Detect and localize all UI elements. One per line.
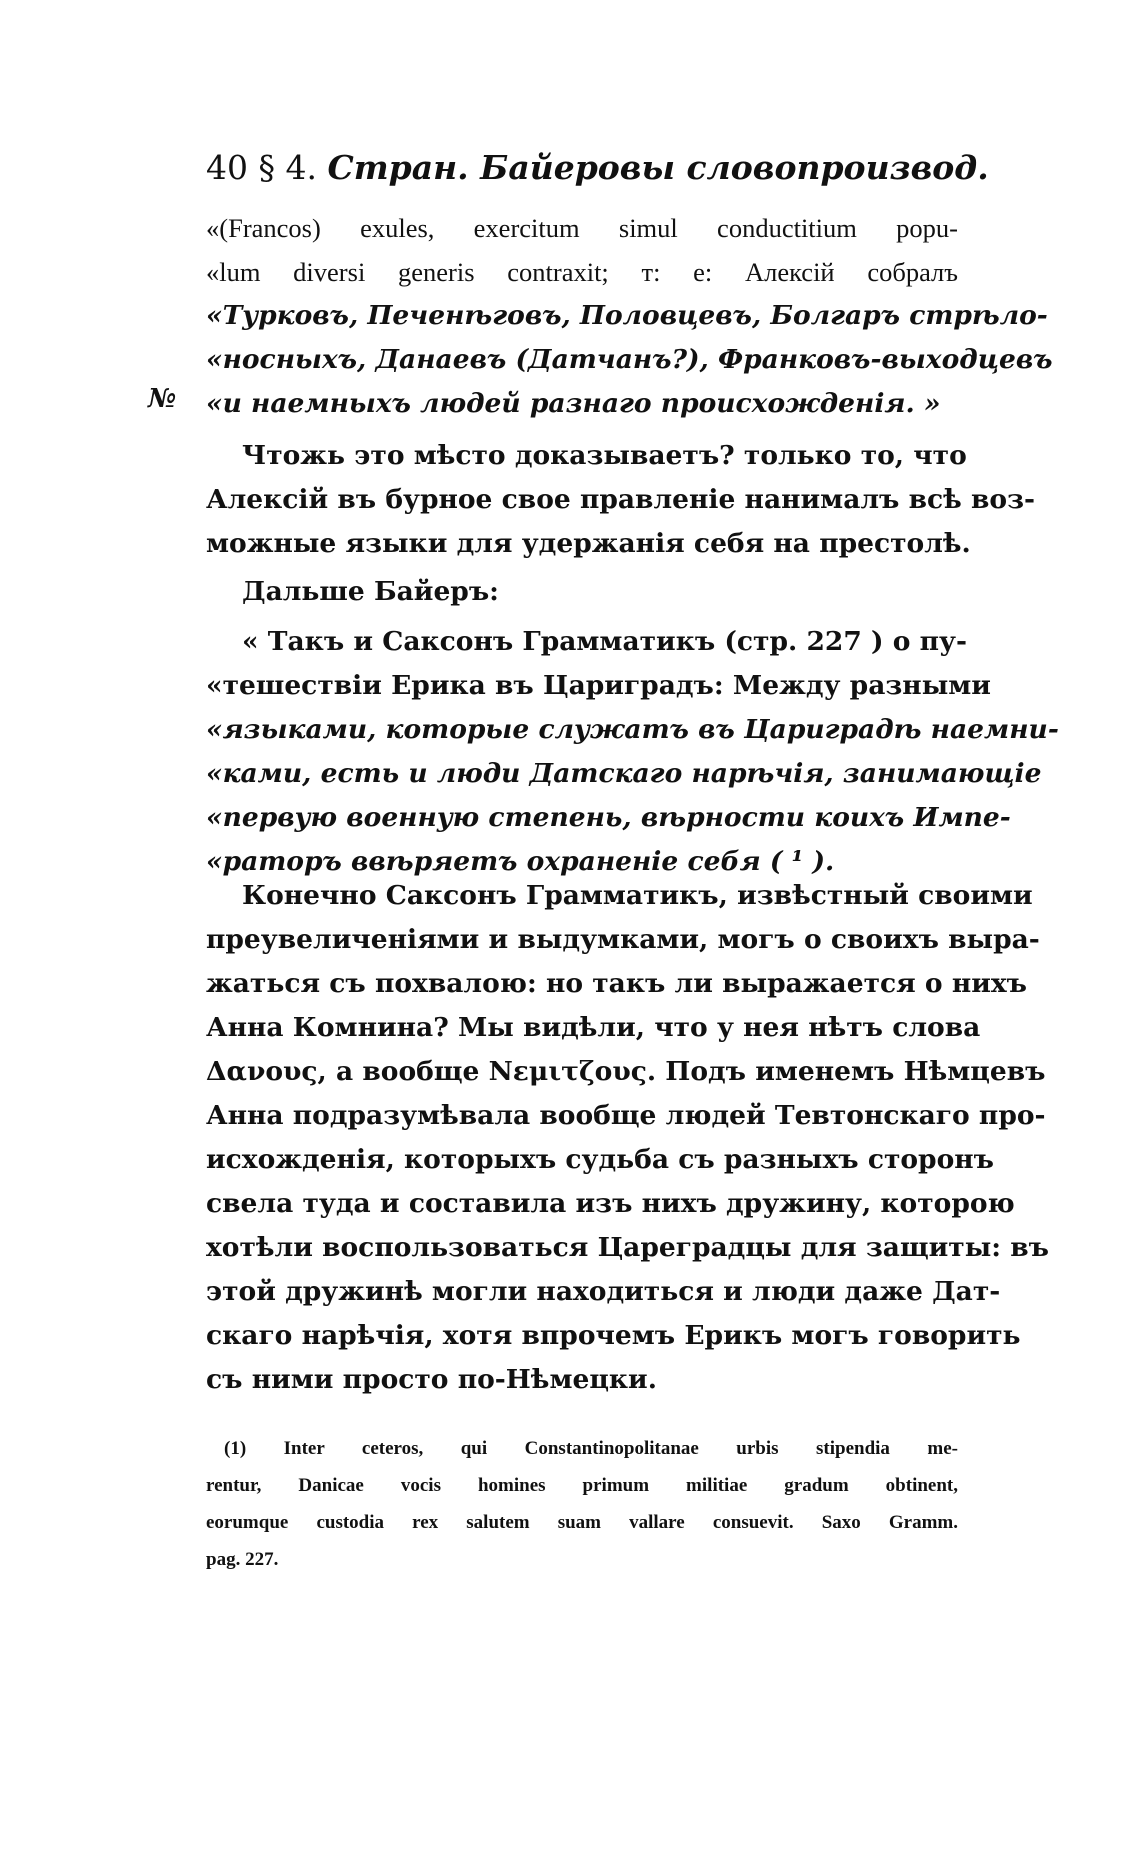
para3-line: Δανους, а вообще Νεμιτζους. Подъ именемъ Нѣмцевъ <box>206 1056 1046 1087</box>
quote2-line: «первую военную степень, вѣрности коихъ Импе- <box>206 802 1011 833</box>
para1-line: Алексій въ бурное свое правленіе нанималъ всѣ воз- <box>206 484 1036 515</box>
para3-line: свела туда и составила изъ нихъ дружину, которою <box>206 1188 1015 1219</box>
quote2-line: « Такъ и Саксонъ Грамматикъ (стр. 227 ) о пу- <box>242 626 968 657</box>
para3-line: Анна подразумѣвала вообще людей Тевтонскаго про- <box>206 1100 1046 1131</box>
para3-line: преувеличеніями и выдумками, могъ о своихъ выра- <box>206 924 1040 955</box>
quote1-line: «(Francos) exules, exercitum simul conductitium popu- <box>206 213 958 243</box>
para3-line: жаться съ похвалою: но такъ ли выражается о нихъ <box>206 968 1028 999</box>
footnote-line: rentur, Danicae vocis homines primum militiae gradum obtinent, <box>206 1475 958 1496</box>
running-header <box>206 148 989 187</box>
para2-line: Дальше Байеръ: <box>242 576 499 607</box>
quote1-line <box>206 250 958 294</box>
para3-line: съ ними просто по-Нѣмецки. <box>206 1364 657 1395</box>
para3-line: скаго нарѣчія, хотя впрочемъ Ерикъ могъ говорить <box>206 1320 1021 1351</box>
quote1-line: «носныхъ, Данаевъ (Датчанъ?), Франковъ-выходцевъ <box>206 344 1053 375</box>
para3-line: этой дружинѣ могли находиться и люди даже Дат- <box>206 1276 1001 1307</box>
quote-latin-translation <box>206 206 1053 426</box>
para3-line: исхожденія, которыхъ судьба съ разныхъ сторонъ <box>206 1144 994 1175</box>
margin-note: № <box>148 384 177 414</box>
quote2-line: «тешествіи Ерика въ Цариградъ: Между разными <box>206 670 991 701</box>
para3-line: хотѣли воспользоваться Цареградцы для защиты: въ <box>206 1232 1050 1263</box>
footnote-line: (1) Inter ceteros, qui Constantinopolitanae urbis stipendia me- <box>224 1438 958 1459</box>
para1-line: можные языки для удержанія себя на престолѣ. <box>206 528 971 559</box>
quote2-line: «раторъ ввѣряетъ охраненіе себя ( ¹ ). <box>206 846 835 877</box>
quote2-line: «языками, которые служатъ въ Цариградѣ наемни- <box>206 714 1059 745</box>
section-mark: § 4. <box>258 148 317 187</box>
quote-saxo <box>206 620 1059 884</box>
footnote-line: eorumque custodia rex salutem suam vallare consuevit. Saxo Gramm. <box>206 1512 958 1533</box>
running-title: Стран. Байеровы словопроизвод. <box>327 148 989 187</box>
quote1-line: «и наемныхъ людей разнаго происхожденія. » <box>206 388 941 419</box>
footnote-line: pag. 227. <box>206 1549 279 1570</box>
para1-line: Чтожь это мѣсто доказываетъ? только то, что <box>242 440 967 471</box>
page-number: 40 <box>206 148 248 187</box>
paragraph-3 <box>206 874 1050 1402</box>
para3-line: Анна Комнина? Мы видѣли, что у нея нѣтъ слова <box>206 1012 981 1043</box>
footnote <box>206 1430 958 1578</box>
paragraph-2 <box>206 570 958 614</box>
quote1-line: «Турковъ, Печенѣговъ, Половцевъ, Болгаръ стрѣло- <box>206 300 1048 331</box>
quote2-line: «ками, есть и люди Датскаго нарѣчія, занимающіе <box>206 758 1042 789</box>
para3-line: Конечно Саксонъ Грамматикъ, извѣстный своими <box>242 880 1033 911</box>
paragraph-1 <box>206 434 1036 566</box>
quote1-line-text: «lum diversi generis contraxit; т: е: Алексій собралъ <box>206 257 958 287</box>
